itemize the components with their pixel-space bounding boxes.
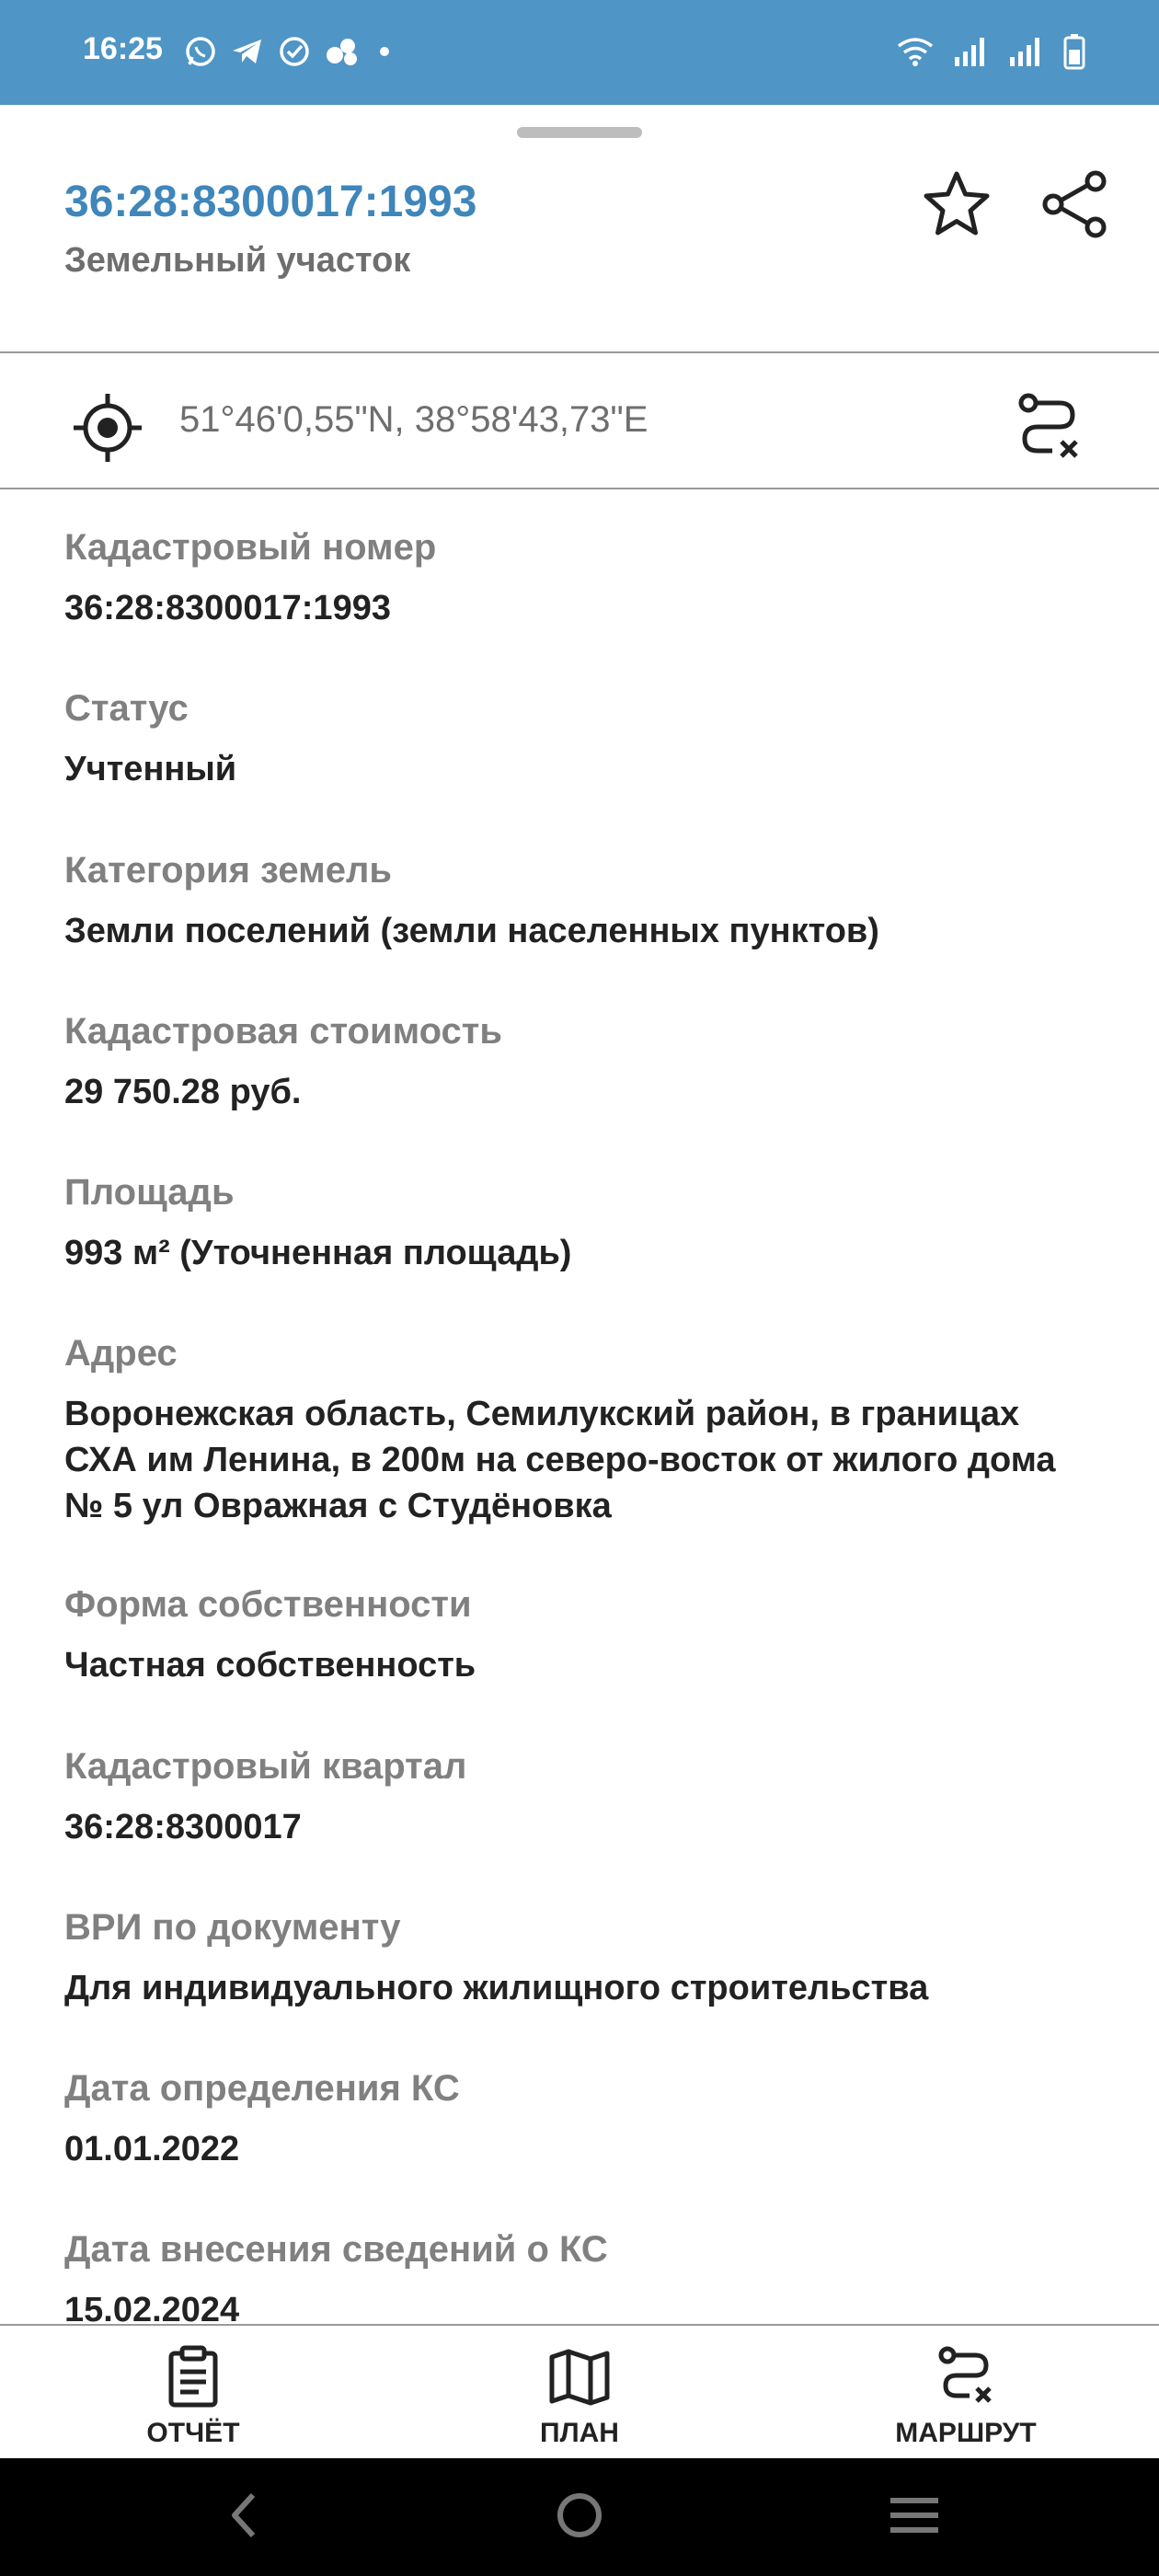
field-label: Дата внесения сведений о КС	[64, 2229, 608, 2270]
field-value[interactable]: 36:28:8300017	[64, 1808, 302, 1846]
status-bar	[0, 0, 1159, 105]
route-button[interactable]	[773, 2326, 1159, 2460]
recents-icon	[887, 2488, 942, 2547]
bottom-nav	[0, 2324, 1159, 2460]
nav-label: ПЛАН	[540, 2418, 619, 2448]
field-label: Адрес	[64, 1333, 178, 1374]
dot-icon	[373, 35, 396, 68]
back-icon	[222, 2488, 268, 2547]
field-status	[64, 685, 1141, 792]
address-line: Воронежская область, Семилукский район, в границах	[64, 1395, 1020, 1433]
favorite-button[interactable]	[916, 166, 997, 247]
clipboard-icon	[160, 2344, 226, 2410]
field-entry-date	[64, 2226, 1141, 2324]
field-value[interactable]: Земли поселений (земли населенных пунктов)	[64, 912, 879, 950]
field-label: Кадастровый номер	[64, 527, 437, 568]
field-value[interactable]	[64, 1391, 1141, 1529]
signal-icon	[1008, 35, 1045, 68]
field-label: Площадь	[64, 1172, 235, 1213]
field-label: Категория земель	[64, 850, 392, 891]
home-button[interactable]	[543, 2480, 616, 2554]
coordinates-text[interactable]: 51°46'0,55"N, 38°58'43,73"E	[179, 399, 648, 440]
field-ownership	[64, 1581, 1141, 1688]
route-cancel-icon[interactable]	[1012, 390, 1085, 468]
field-permitted-use	[64, 1904, 1141, 2011]
parcel-details	[0, 489, 1159, 2324]
field-label: Статус	[64, 688, 189, 729]
back-button[interactable]	[208, 2480, 281, 2554]
battery-icon	[1063, 33, 1085, 70]
system-status-icons	[896, 33, 1085, 70]
page-subtitle: Земельный участок	[64, 241, 411, 280]
drag-handle[interactable]	[517, 127, 642, 138]
whatsapp-icon	[184, 35, 217, 68]
field-value[interactable]: Для индивидуального жилищного строительства	[64, 1969, 929, 2007]
field-address	[64, 1330, 1141, 1529]
report-button[interactable]	[0, 2326, 386, 2460]
field-label: Дата определения КС	[64, 2068, 460, 2109]
system-nav-bar	[0, 2458, 1159, 2576]
field-value[interactable]: Учтенный	[64, 750, 237, 788]
nav-label: МАРШРУТ	[895, 2418, 1037, 2448]
telegram-icon	[230, 35, 265, 68]
check-circle-icon	[278, 35, 311, 68]
address-line: СХА им Ленина, в 200м на северо-восток от жилого дома	[64, 1441, 1056, 1479]
share-icon	[1039, 168, 1110, 245]
field-valuation-date	[64, 2065, 1141, 2172]
field-value[interactable]: 993 м² (Уточненная площадь)	[64, 1234, 572, 1272]
page-title: 36:28:8300017:1993	[64, 178, 477, 226]
field-value[interactable]: 29 750.28 руб.	[64, 1073, 302, 1111]
field-cadastral-quarter	[64, 1743, 1141, 1850]
star-icon	[921, 168, 993, 245]
field-label: Кадастровый квартал	[64, 1746, 467, 1787]
notification-icons	[184, 33, 396, 70]
plan-button[interactable]	[386, 2326, 773, 2460]
route-cancel-icon	[933, 2344, 999, 2410]
field-label: ВРИ по документу	[64, 1907, 401, 1948]
wifi-icon	[896, 35, 935, 68]
field-area	[64, 1169, 1141, 1276]
coordinates-row	[0, 355, 1159, 488]
home-icon	[552, 2488, 607, 2547]
share-button[interactable]	[1034, 166, 1115, 247]
field-label: Форма собственности	[64, 1584, 472, 1625]
field-land-category	[64, 847, 1141, 954]
address-line: № 5 ул Овражная с Студёновка	[64, 1487, 612, 1525]
field-cadastral-number	[64, 524, 1141, 631]
recents-button[interactable]	[878, 2480, 951, 2554]
nav-label: ОТЧЁТ	[146, 2418, 240, 2448]
field-label: Кадастровая стоимость	[64, 1011, 502, 1052]
signal-icon	[953, 35, 990, 68]
field-value[interactable]: Частная собственность	[64, 1646, 476, 1685]
divider	[0, 351, 1159, 353]
status-time: 16:25	[83, 31, 163, 66]
map-icon	[546, 2344, 613, 2410]
app-icon	[324, 35, 361, 68]
field-cadastral-value	[64, 1008, 1141, 1115]
field-value[interactable]: 01.01.2022	[64, 2130, 240, 2168]
field-value[interactable]: 15.02.2024	[64, 2291, 240, 2324]
field-value[interactable]: 36:28:8300017:1993	[64, 589, 391, 627]
target-icon[interactable]	[70, 390, 145, 470]
